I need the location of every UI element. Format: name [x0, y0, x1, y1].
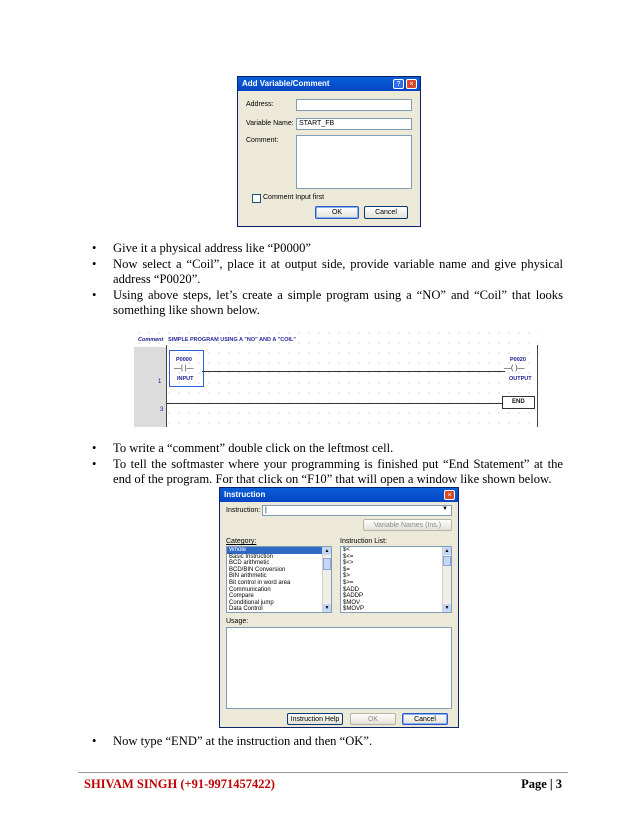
cancel-button[interactable]: Cancel [402, 713, 448, 725]
contact-name: INPUT [177, 376, 194, 382]
category-list-item[interactable]: Conditional jump [229, 599, 274, 606]
usage-label: Usage: [226, 618, 249, 625]
footer-author: SHIVAM SINGH (+91-9971457422) [84, 777, 275, 791]
rung-number-3: 3 [160, 407, 164, 413]
no-contact-icon: —| |— [174, 365, 194, 372]
instruction-help-button[interactable]: Instruction Help [287, 713, 343, 725]
instruction-list-item[interactable]: $>= [343, 579, 354, 586]
list-item: • To tell the softmaster where your programming is finished put “End Statement” at the end of the program. For that click on “F10” that will open a window like shown below. [92, 456, 563, 486]
help-icon[interactable]: ? [393, 79, 404, 89]
category-list-item[interactable]: Communication [229, 586, 271, 593]
list-item: • Now type “END” at the instruction and then “OK”. [92, 734, 373, 748]
bullet-list-2 [92, 441, 563, 488]
bullet-list-3 [92, 734, 563, 750]
instruction-list-item[interactable]: $<> [343, 560, 354, 567]
footer-rule [78, 772, 568, 773]
ladder-rail-left [166, 345, 167, 427]
ladder-comment-text: SIMPLE PROGRAM USING A "NO" AND A "COIL" [168, 337, 296, 343]
usage-box [226, 627, 452, 709]
bullet-icon: • [92, 241, 97, 255]
variable-name-label: Variable Name: [246, 120, 294, 127]
category-label: Category: [226, 538, 257, 545]
list-item: • Give it a physical address like “P0000” [92, 241, 311, 255]
bullet-icon: • [92, 456, 97, 471]
instruction-label: Instruction: [226, 507, 261, 514]
category-list-item[interactable]: BCD/BIN Conversion [229, 566, 286, 573]
ok-button[interactable]: OK [350, 713, 396, 725]
dialog-title-bar: Add Variable/Comment [238, 77, 420, 91]
coil-address: P0020 [510, 357, 526, 363]
contact-address: P0000 [176, 357, 192, 363]
instruction-list[interactable] [340, 546, 452, 613]
bullet-icon: • [92, 441, 97, 455]
ladder-rail-right [537, 345, 538, 427]
instruction-list-item[interactable]: $ADD [343, 586, 360, 593]
instruction-list-item[interactable]: $MOV [343, 599, 361, 606]
address-label: Address: [246, 101, 274, 108]
instruction-list-item[interactable]: $< [343, 547, 350, 553]
footer-page-number: Page | 3 [521, 777, 562, 791]
bullet-icon: • [92, 256, 97, 271]
coil-name: OUTPUT [509, 376, 532, 382]
comment-first-checkbox[interactable] [252, 194, 261, 203]
end-rung-line [167, 403, 502, 404]
bullet-list-1 [92, 241, 563, 319]
comment-tag: Comment [138, 337, 164, 343]
dialog-title-bar: Instruction [220, 488, 458, 502]
rung-number-gutter [134, 347, 166, 427]
ok-button[interactable]: OK [315, 206, 359, 219]
list-item: • Now select a “Coil”, place it at output side, provide variable name and give physical address “P0020”. [92, 256, 563, 286]
chevron-down-icon[interactable]: ▼ [442, 506, 448, 512]
instruction-dialog [219, 487, 459, 728]
variable-names-button[interactable]: Variable Names (Ins.) [363, 519, 452, 531]
variable-name-input[interactable]: START_FB [296, 118, 412, 130]
instruction-list-label: Instruction List: [340, 538, 388, 545]
instruction-list-item[interactable]: $MOVP [343, 606, 365, 613]
comment-input[interactable] [296, 135, 412, 189]
coil-icon: —( )— [504, 365, 525, 372]
close-icon[interactable]: × [444, 490, 455, 500]
bullet-icon: • [92, 734, 97, 748]
category-list-item[interactable]: Basic Instruction [229, 553, 274, 560]
category-list-item[interactable]: Compare [229, 593, 254, 600]
instruction-input[interactable]: | [262, 505, 452, 516]
instruction-list-item[interactable]: $> [343, 573, 350, 580]
bullet-icon: • [92, 287, 97, 302]
category-list-item[interactable]: BCD arithmetic [229, 560, 270, 567]
close-icon[interactable]: × [406, 79, 417, 89]
instruction-list-item[interactable]: $= [343, 566, 350, 573]
category-list[interactable] [226, 546, 332, 613]
rung-1-line [202, 371, 505, 372]
category-list-item[interactable]: Whole [227, 547, 331, 554]
category-list-item[interactable]: Data Control [229, 606, 263, 613]
cancel-button[interactable]: Cancel [364, 206, 408, 219]
ladder-diagram [134, 328, 539, 427]
category-scrollbar[interactable]: ▲ ▼ [322, 547, 331, 612]
rung-number-1: 1 [158, 379, 162, 385]
instruction-scrollbar[interactable]: ▲ ▼ [442, 547, 451, 612]
end-label: END [512, 399, 525, 405]
add-variable-dialog [237, 76, 421, 227]
category-list-item[interactable]: Bit control in word area [229, 579, 291, 586]
category-list-item[interactable]: BIN arithmetic [229, 573, 267, 580]
list-item: • Using above steps, let’s create a simple program using a “NO” and “Coil” that looks something like shown below. [92, 287, 563, 317]
list-item: • To write a “comment” double click on the leftmost cell. [92, 441, 394, 455]
instruction-list-item[interactable]: $<= [343, 553, 354, 560]
address-input[interactable] [296, 99, 412, 111]
comment-label: Comment: [246, 137, 279, 144]
instruction-list-item[interactable]: $ADDP [343, 593, 364, 600]
comment-first-label: Comment Input first [263, 194, 325, 201]
